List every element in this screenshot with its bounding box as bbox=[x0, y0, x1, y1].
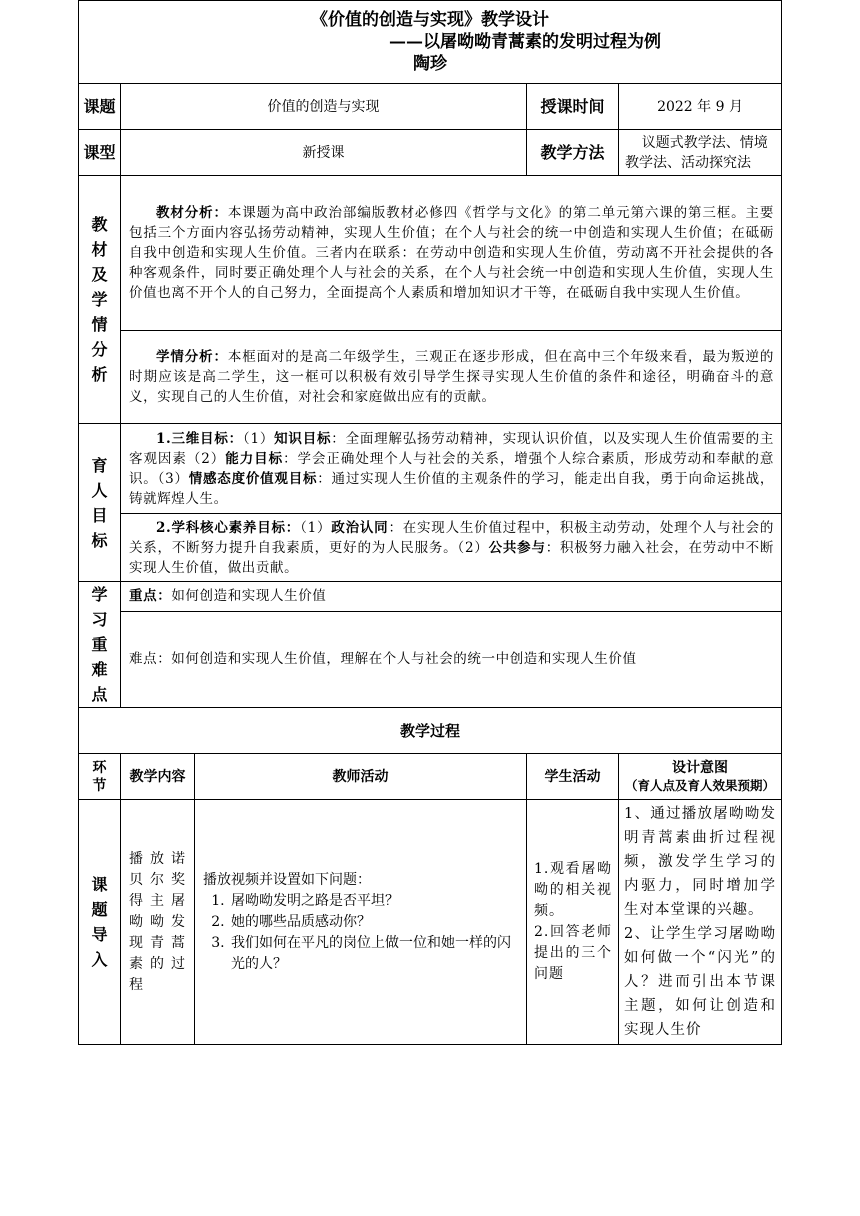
teacher-question: 1. 屠呦呦发明之路是否平坦？ bbox=[229, 891, 520, 912]
goal2-num2: （2） bbox=[457, 539, 489, 556]
time-label: 授课时间 bbox=[527, 84, 619, 130]
knowledge-goal-text: ：全面理解弘扬劳动精神，实现认识价值，以及实现人生价值需要的主客观因素 bbox=[129, 430, 775, 467]
type-value: 新授课 bbox=[121, 130, 527, 176]
document-title: 《价值的创造与实现》教学设计 bbox=[311, 10, 549, 30]
student-analysis bbox=[121, 331, 782, 424]
public-participation-text: ：积极努力融入社会，在劳动中不断实现人生价值，做出贡献。 bbox=[129, 539, 775, 576]
key-point-heading: 重点： bbox=[129, 588, 172, 605]
public-participation-heading: 公共参与 bbox=[488, 539, 546, 556]
political-identity-heading: 政治认同 bbox=[331, 519, 389, 536]
topic-value: 价值的创造与实现 bbox=[121, 84, 527, 130]
design-intent bbox=[619, 800, 782, 1045]
type-label: 课型 bbox=[79, 130, 121, 176]
method-value: 议题式教学法、情境教学法、活动探究法 bbox=[619, 130, 782, 176]
goal1-heading: 1.三维目标： bbox=[156, 430, 243, 447]
goal1-num2: （2） bbox=[186, 450, 226, 467]
teacher-activity bbox=[195, 800, 527, 1045]
material-analysis-heading: 教材分析： bbox=[156, 205, 228, 221]
header-content: 教学内容 bbox=[121, 754, 195, 800]
time-value: 2022 年 9 月 bbox=[619, 84, 782, 130]
material-analysis-text: 本课题为高中政治部编版教材必修四《哲学与文化》的第二单元第六课的第三框。主要包括三个方面内容弘扬劳动精神，实现人生价值；在个人与社会的统一中创造和实现人生价值；在砥砺自我中创造和实现人生价值。三者内在联系：在劳动中创造和实现人生价值，劳动离不开社会提供的各种客观条件，同时要正确处理个人与社会的关系，在个人与社会统一中创造和实现人生价值，实现人生价值也离不开个人的自己努力，全面提高个人素质和增加知识才干等，在砥砺自我中实现人生价值。 bbox=[129, 205, 775, 301]
topic-label: 课题 bbox=[79, 84, 121, 130]
goal1-num3: （3） bbox=[157, 470, 189, 487]
content-intro: 播放诺贝尔奖得主屠呦呦发现青蒿素的过程 bbox=[121, 800, 195, 1045]
ability-goal-text: ：学会正确处理个人与社会的关系，增强个人综合素质，形成劳动和奉献的意识。 bbox=[129, 450, 775, 487]
teacher-question-list bbox=[203, 891, 520, 975]
header-intent bbox=[619, 754, 782, 800]
teacher-question: 2. 她的哪些品质感动你？ bbox=[229, 912, 520, 933]
student-activity-item: 2.回答老师提出的三个问题 bbox=[534, 924, 612, 982]
difficult-point: 难点：如何创造和实现人生价值，理解在个人与社会的统一中创造和实现人生价值 bbox=[121, 611, 782, 708]
header-stage: 环节 bbox=[79, 754, 121, 800]
document-author: 陶珍 bbox=[413, 54, 447, 74]
lesson-plan-table bbox=[78, 0, 782, 1045]
knowledge-goal-heading: 知识目标 bbox=[274, 430, 332, 447]
goals-label: 育人目标 bbox=[79, 424, 121, 582]
emotion-goal-heading: 情感态度价值观目标 bbox=[188, 470, 318, 487]
design-intent-item: 1、通过播放屠呦呦发明青蒿素曲折过程视频，激发学生学习的内驱力，同时增加学生对本堂课的兴趣。 bbox=[624, 806, 777, 918]
header-teacher: 教师活动 bbox=[195, 754, 527, 800]
key-point-text: 如何创造和实现人生价值 bbox=[171, 588, 327, 605]
student-analysis-heading: 学情分析： bbox=[156, 349, 228, 365]
emotion-goal-text: ：通过实现人生价值的主观条件的学习，能走出自我，勇于向命运挑战，铸就辉煌人生。 bbox=[129, 470, 775, 507]
design-intent-item: 2、让学生学习屠呦呦如何做一个“闪光”的人？进而引出本节课主题，如何让创造和实现人生价 bbox=[624, 926, 777, 1038]
stage-intro: 课题导入 bbox=[79, 800, 121, 1045]
header-student: 学生活动 bbox=[527, 754, 619, 800]
analysis-label: 教材及学情分析 bbox=[79, 176, 121, 424]
process-title: 教学过程 bbox=[79, 708, 782, 754]
student-activity bbox=[527, 800, 619, 1045]
student-analysis-text: 本框面对的是高二年级学生，三观正在逐步形成，但在高中三个年级来看，最为叛逆的时期应该是高二学生，这一框可以积极有效引导学生探寻实现人生价值的条件和途径，明确奋斗的意义，实现自己的人生价值，对社会和家庭做出应有的贡献。 bbox=[129, 349, 775, 405]
political-identity-text: ：在实现人生价值过程中，积极主动劳动，处理个人与社会的关系，不断努力提升自我素质，更好的为人民服务。 bbox=[129, 519, 775, 556]
document-header bbox=[79, 1, 782, 84]
material-analysis bbox=[121, 176, 782, 331]
goal-three-dimensional bbox=[121, 424, 782, 514]
header-intent-title: 设计意图 bbox=[672, 759, 728, 776]
method-label: 教学方法 bbox=[527, 130, 619, 176]
teacher-question: 3. 我们如何在平凡的岗位上做一位和她一样的闪光的人？ bbox=[229, 933, 520, 975]
goal2-num1: （1） bbox=[300, 519, 332, 536]
ability-goal-heading: 能力目标 bbox=[225, 450, 284, 467]
goal2-heading: 2.学科核心素养目标： bbox=[156, 519, 301, 536]
keypoints-label: 学习重难点 bbox=[79, 582, 121, 708]
header-intent-sub: （育人点及育人效果预期） bbox=[625, 777, 776, 793]
student-activity-item: 1.观看屠呦呦的相关视频。 bbox=[534, 861, 612, 919]
teacher-activity-intro: 播放视频并设置如下问题： bbox=[203, 871, 371, 888]
document-subtitle: ——以屠呦呦青蒿素的发明过程为例 bbox=[389, 32, 661, 52]
document-page bbox=[78, 0, 781, 1045]
goal-core-literacy bbox=[121, 514, 782, 582]
key-point bbox=[121, 582, 782, 612]
goal1-num1: （1） bbox=[242, 430, 275, 447]
